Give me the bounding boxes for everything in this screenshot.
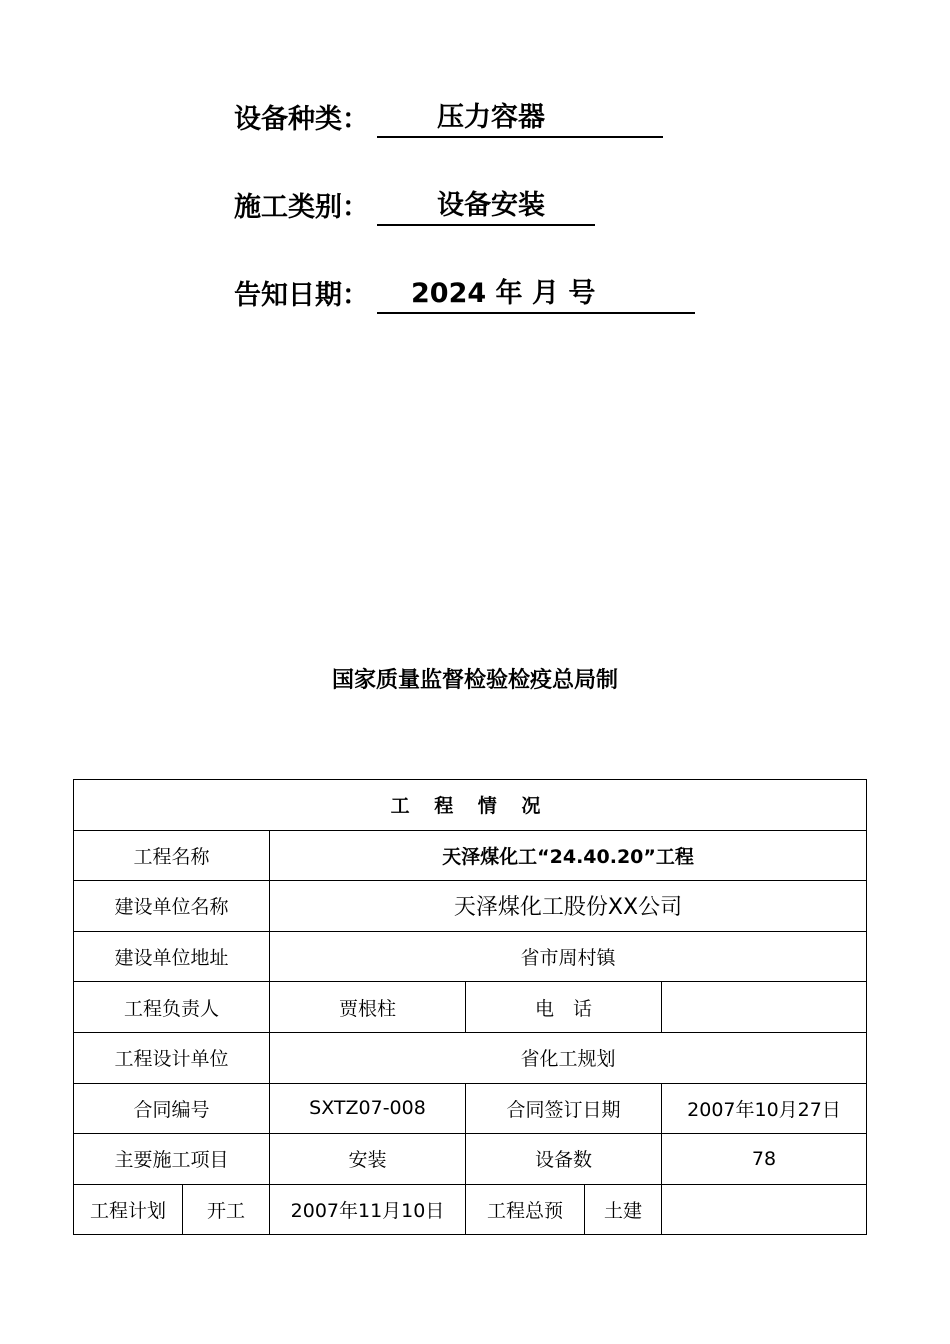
construction-category-label: 施工类别： [234,192,369,223]
table-row [74,881,867,932]
table-row [74,1134,867,1185]
table-row [74,830,867,881]
construction-category-value: 设备安装 [377,188,595,226]
project-name-label: 工程名称 [74,830,270,881]
equipment-type-label: 设备种类： [234,104,369,135]
table-row [74,982,867,1033]
equipment-type-row [234,98,663,138]
project-lead-label: 工程负责人 [74,982,270,1033]
equipment-count-value: 78 [662,1134,867,1185]
design-unit-label: 工程设计单位 [74,1032,270,1083]
table-header-row [74,780,867,831]
phone-label: 电 话 [466,982,662,1033]
issuer-title: 国家质量监督检验检疫总局制 [331,668,618,693]
builder-name-value: 天泽煤化工股份XX公司 [270,881,867,932]
notice-date-label: 告知日期： [234,280,369,311]
builder-address-label: 建设单位地址 [74,931,270,982]
table-row [74,1184,867,1235]
builder-address-value: 省市周村镇 [270,931,867,982]
project-info-table [73,779,867,1235]
design-unit-value: 省化工规划 [270,1032,867,1083]
main-item-label: 主要施工项目 [74,1134,270,1185]
phone-value [662,982,867,1033]
table-row [74,1083,867,1134]
equipment-count-label: 设备数 [466,1134,662,1185]
start-label: 开工 [183,1184,270,1235]
contract-number-label: 合同编号 [74,1083,270,1134]
start-value: 2007年11月10日 [270,1184,466,1235]
plan-label: 工程计划 [74,1184,183,1235]
civil-value [662,1184,867,1235]
builder-name-label: 建设单位名称 [74,881,270,932]
construction-category-row [234,186,595,226]
table-row [74,1032,867,1083]
civil-label: 土建 [585,1184,662,1235]
budget-label: 工程总预 [466,1184,585,1235]
equipment-type-value: 压力容器 [377,100,663,138]
table-header: 工 程 情 况 [74,780,867,831]
main-item-value: 安装 [270,1134,466,1185]
contract-number-value: SXTZ07-008 [270,1083,466,1134]
contract-date-label: 合同签订日期 [466,1083,662,1134]
project-lead-value: 贾根柱 [270,982,466,1033]
notice-date-value: 2024 年 月 号 [377,276,695,314]
project-name-value: 天泽煤化工“24.40.20”工程 [270,830,867,881]
notice-date-row [234,274,695,314]
table-row [74,931,867,982]
contract-date-value: 2007年10月27日 [662,1083,867,1134]
